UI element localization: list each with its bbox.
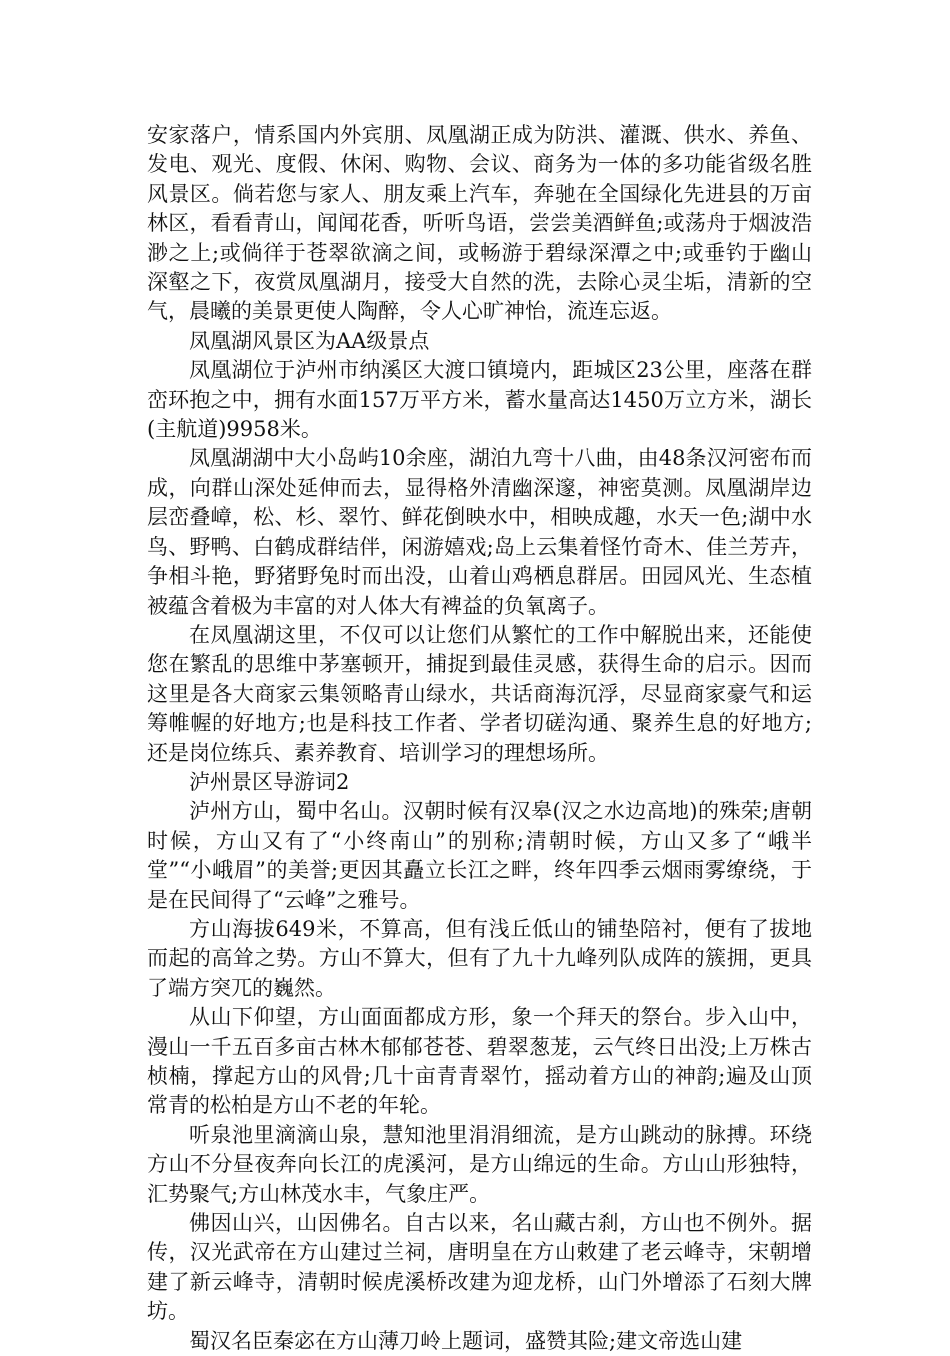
section-heading: 泸州景区导游词2 [189,769,350,794]
paragraph: 从山下仰望，方山面面都成方形，象一个拜天的祭台。步入山中，漫山一千五百多亩古林木郁郁苍苍、碧翠葱茏，云气终日出没;上万株古桢楠，撑起方山的风骨;几十亩青青翠竹，摇动着方山的神韵;遍及山顶常青的松柏是方山不老的年轮。 [147,1005,812,1118]
document-page [147,121,812,1356]
paragraph: 方山海拔649米，不算高，但有浅丘低山的铺垫陪衬，便有了拔地而起的高耸之势。方山不算大，但有了九十九峰列队成阵的簇拥，更具了端方突兀的巍然。 [147,916,812,1000]
paragraph: 佛因山兴，山因佛名。自古以来，名山藏古刹，方山也不例外。据传，汉光武帝在方山建过兰祠，唐明皇在方山敕建了老云峰寺，宋朝增建了新云峰寺，清朝时候虎溪桥改建为迎龙桥，山门外增添了石刻大牌坊。 [147,1211,812,1324]
paragraph: 凤凰湖位于泸州市纳溪区大渡口镇境内，距城区23公里，座落在群峦环抱之中，拥有水面157万平方米，蓄水量高达1450万立方米，湖长(主航道)9958米。 [147,358,812,442]
paragraph: 在凤凰湖这里，不仅可以让您们从繁忙的工作中解脱出来，还能使您在繁乱的思维中茅塞顿开，捕捉到最佳灵感，获得生命的启示。因而这里是各大商家云集领略青山绿水，共话商海沉浮，尽显商家豪气和运筹帷幄的好地方;也是科技工作者、学者切磋沟通、聚养生息的好地方;还是岗位练兵、素养教育、培训学习的理想场所。 [147,622,812,765]
paragraph: 泸州方山，蜀中名山。汉朝时候有汉皋(汉之水边高地)的殊荣;唐朝时候，方山又有了“小终南山”的别称;清朝时候，方山又多了“峨半堂”“小峨眉”的美誉;更因其矗立长江之畔，终年四季云烟雨雾缭绕，于是在民间得了“云峰”之雅号。 [147,799,812,912]
paragraph: 听泉池里滴滴山泉，慧知池里涓涓细流，是方山跳动的脉搏。环绕方山不分昼夜奔向长江的虎溪河，是方山绵远的生命。方山山形独特，汇势聚气;方山林茂水丰，气象庄严。 [147,1122,812,1206]
paragraph: 凤凰湖湖中大小岛屿10余座，湖泊九弯十八曲，由48条汉河密布而成，向群山深处延伸而去，显得格外清幽深邃，神密莫测。凤凰湖岸边层峦叠嶂，松、杉、翠竹、鲜花倒映水中，相映成趣，水天一色;湖中水鸟、野鸭、白鹤成群结伴，闲游嬉戏;岛上云集着怪竹奇木、佳兰芳卉，争相斗艳，野猪野兔时而出没，山着山鸡栖息群居。田园风光、生态植被蕴含着极为丰富的对人体大有裨益的负氧离子。 [147,446,812,618]
section-heading: 凤凰湖风景区为AA级景点 [189,328,430,353]
paragraph: 安家落户，情系国内外宾朋、凤凰湖正成为防洪、灌溉、供水、养鱼、发电、观光、度假、休闲、购物、会议、商务为一体的多功能省级名胜风景区。倘若您与家人、朋友乘上汽车，奔驰在全国绿化先进县的万亩林区，看看青山，闻闻花香，听听鸟语，尝尝美酒鲜鱼;或荡舟于烟波浩渺之上;或倘徉于苍翠欲滴之间，或畅游于碧绿深潭之中;或垂钓于幽山深壑之下，夜赏凤凰湖月，接受大自然的洗，去除心灵尘垢，清新的空气，晨曦的美景更使人陶醉，令人心旷神怡，流连忘返。 [147,123,812,324]
paragraph: 蜀汉名臣秦宓在方山薄刀岭上题词，盛赞其险;建文帝选山建 [189,1328,743,1353]
